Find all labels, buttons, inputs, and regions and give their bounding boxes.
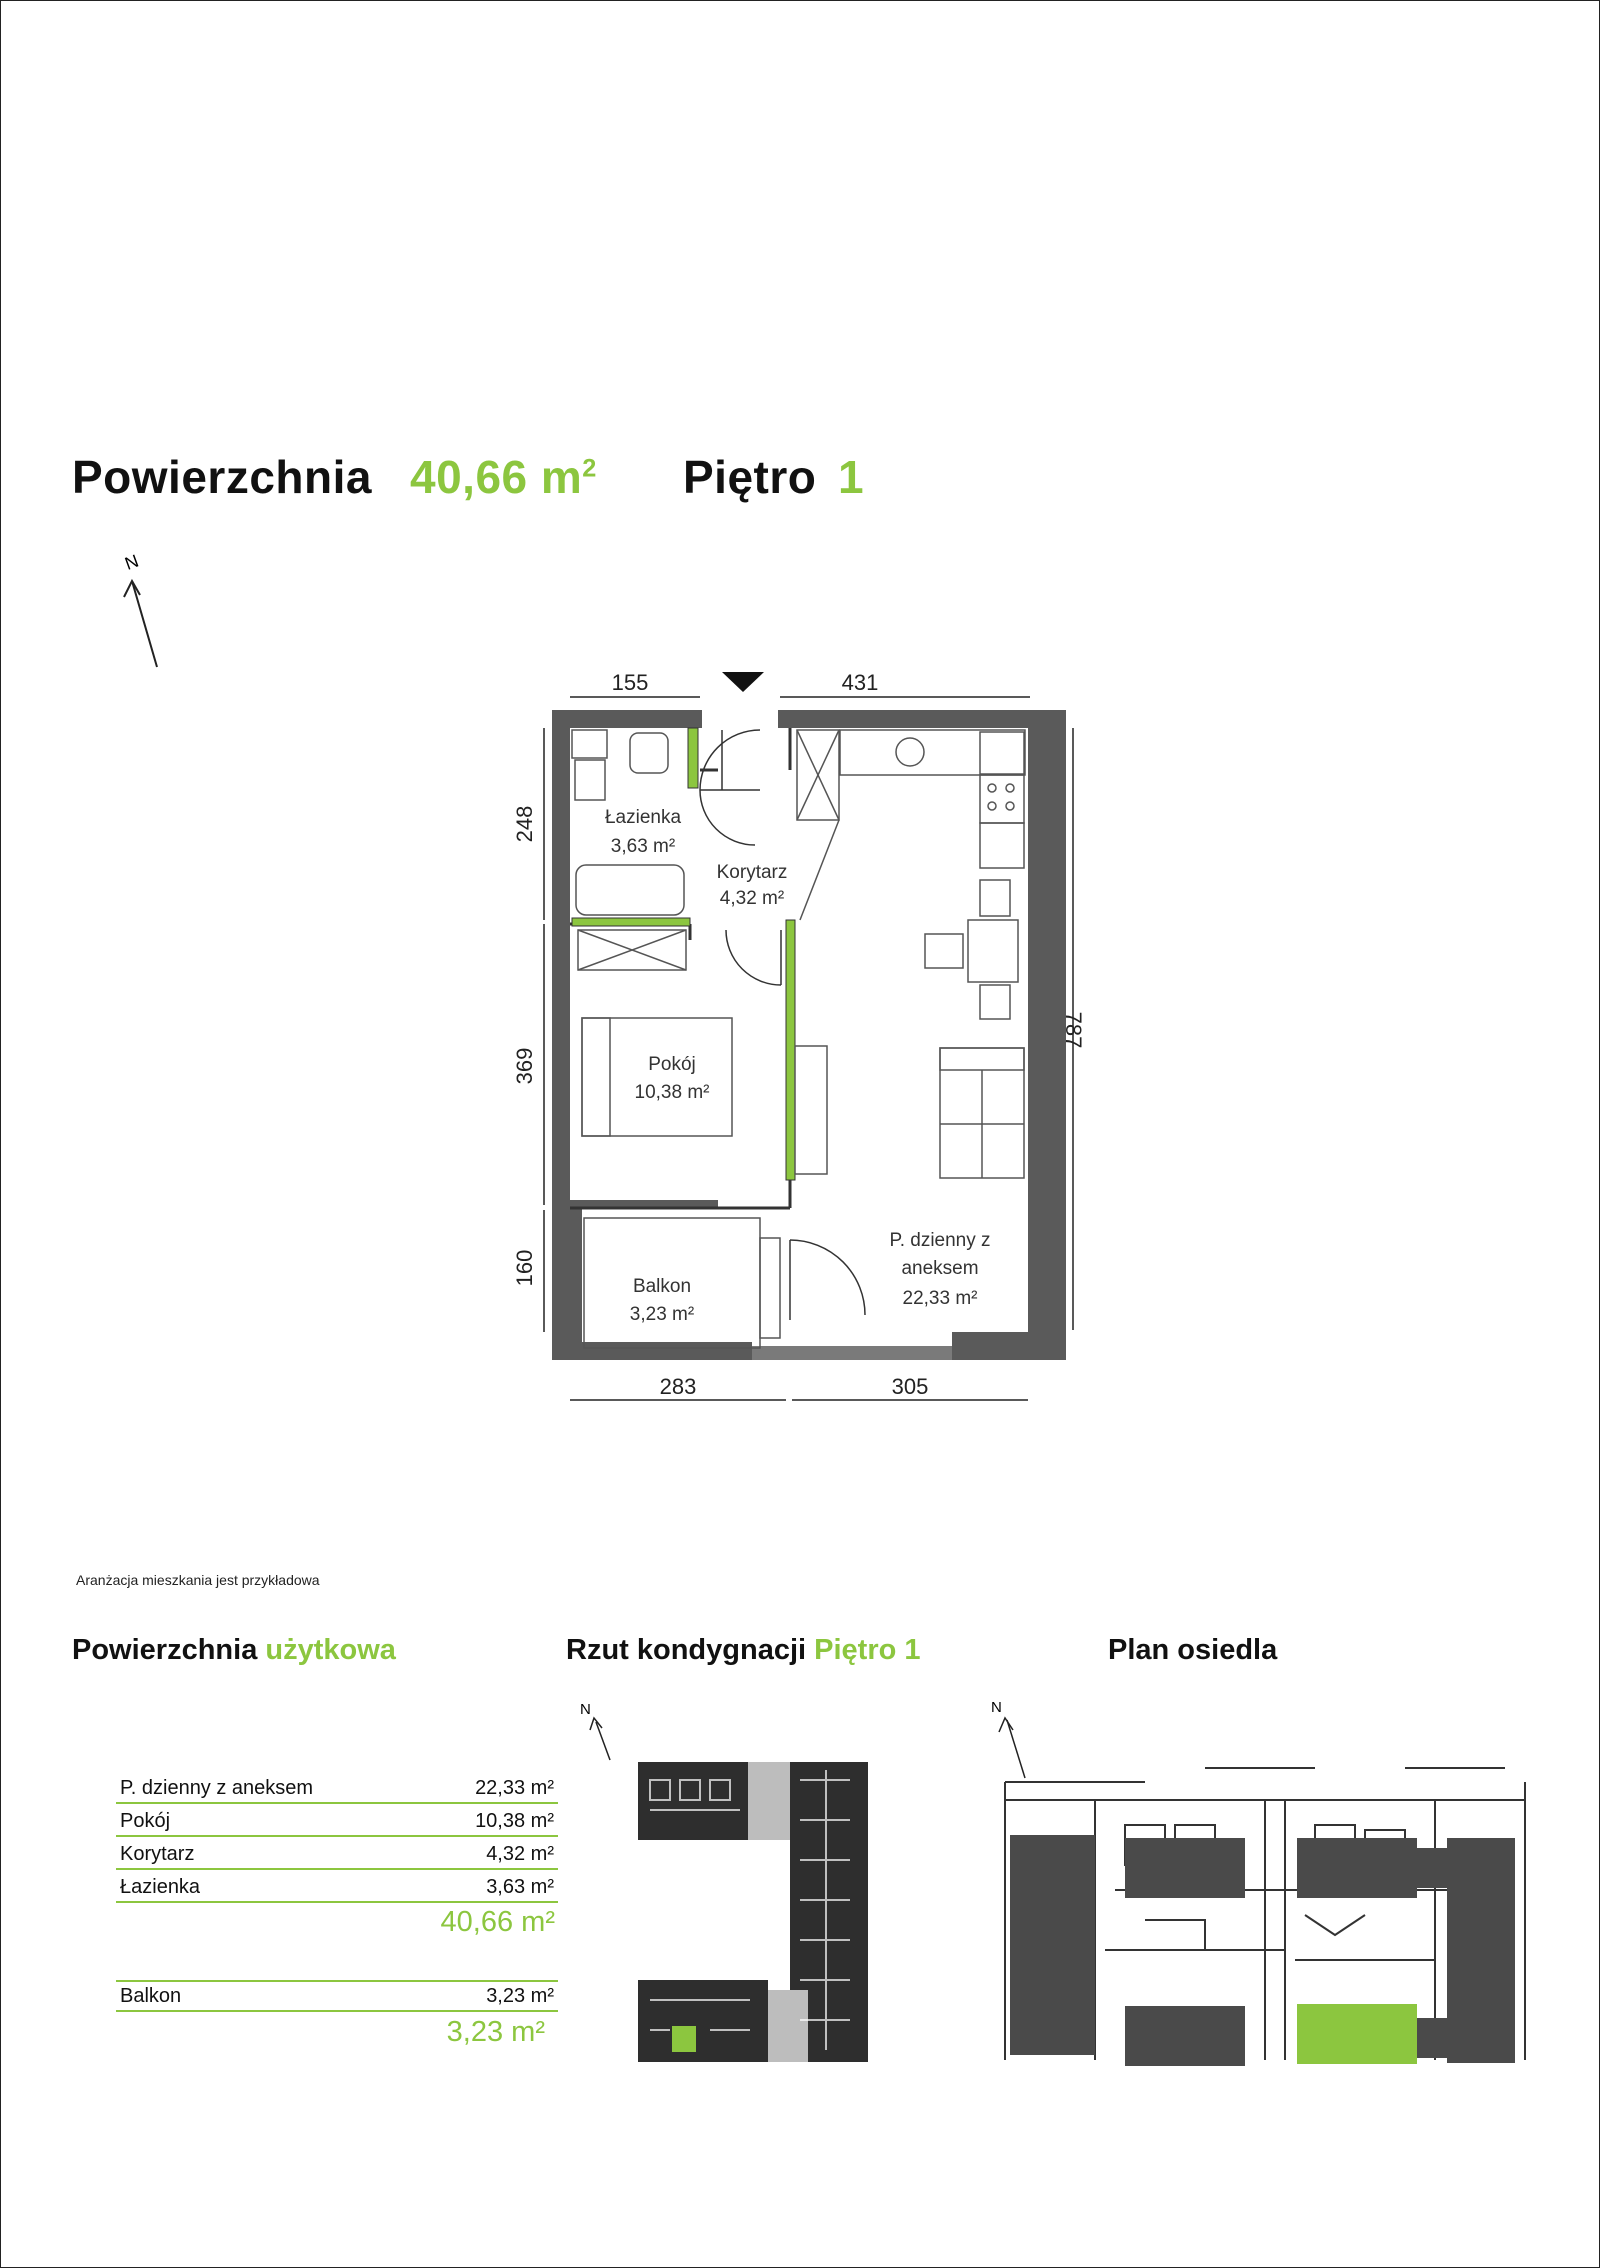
area-title-value: 40,66 $m^2$ <box>410 451 597 503</box>
floor-layout-thumbnail <box>570 1690 960 2070</box>
area-title-label: Powierzchnia <box>72 451 372 503</box>
north-label: N <box>991 1699 1002 1716</box>
north-label: N <box>122 550 142 574</box>
floor-title-label: Piętro <box>683 451 817 503</box>
apartment-floor-plan <box>500 650 1120 1420</box>
room-dzienny-name-1: P. dzienny z <box>889 1230 991 1251</box>
dim-bottom-left: 283 <box>659 1374 697 1399</box>
dim-left-mid: 369 <box>512 1047 537 1085</box>
balcony-total: 3,23 m² <box>446 2016 545 2048</box>
table-row: P. dzienny z aneksem 22,33 m² <box>116 1772 558 1804</box>
dim-bottom-right: 305 <box>891 1374 929 1399</box>
dim-left-bottom: 160 <box>512 1249 537 1287</box>
room-pokoj-name: Pokój <box>648 1054 696 1075</box>
area-total: 40,66 m² <box>440 1906 555 1938</box>
room-dzienny-name-2: aneksem <box>901 1258 979 1279</box>
room-pokoj-area: 10,38 m² <box>634 1082 710 1103</box>
apartment-location-marker <box>672 2026 696 2052</box>
room-balkon-name: Balkon <box>632 1276 692 1297</box>
room-lazienka-name: Łazienka <box>604 807 682 828</box>
estate-plan-heading: Plan osiedla <box>1108 1634 1278 1666</box>
table-row: Łazienka 3,63 m² <box>116 1871 558 1903</box>
dim-top-right: 431 <box>841 670 879 695</box>
selected-building-marker <box>1297 2004 1417 2064</box>
floor-plan-heading: Rzut kondygnacji Piętro 1 <box>566 1634 921 1666</box>
room-lazienka-area: 3,63 m² <box>610 836 676 857</box>
room-korytarz-name: Korytarz <box>716 862 788 883</box>
arrangement-note: Aranżacja mieszkania jest przykładowa <box>76 1572 320 1588</box>
room-dzienny-area: 22,33 m² <box>902 1288 978 1309</box>
dim-left-top: 248 <box>512 805 537 843</box>
table-row: Balkon 3,23 m² <box>116 1980 558 2012</box>
table-row: Korytarz 4,32 m² <box>116 1838 558 1870</box>
room-balkon-area: 3,23 m² <box>629 1304 695 1325</box>
estate-plan-map <box>985 1690 1530 2070</box>
dim-top-left: 155 <box>611 670 649 695</box>
table-row: Pokój 10,38 m² <box>116 1805 558 1837</box>
north-arrow-icon <box>110 545 170 675</box>
usable-area-heading: Powierzchnia użytkowa <box>72 1634 396 1666</box>
room-korytarz-area: 4,32 m² <box>719 888 785 909</box>
north-label: N <box>580 1701 591 1718</box>
floor-title-value: 1 <box>838 451 865 503</box>
dim-right: 787 <box>1061 1011 1086 1049</box>
